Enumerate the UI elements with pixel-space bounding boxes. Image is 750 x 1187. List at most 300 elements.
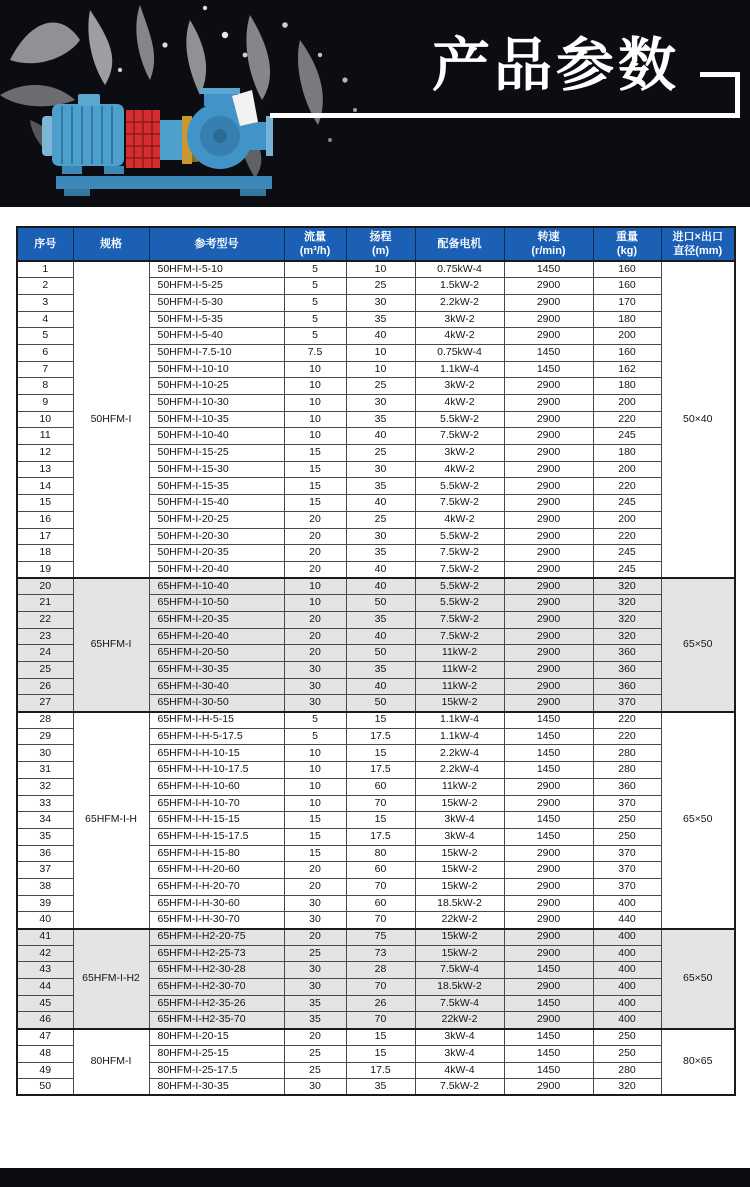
cell-motor: 2.2kW-4 (415, 762, 504, 779)
cell-weight: 400 (593, 895, 661, 912)
cell-index: 2 (17, 278, 73, 295)
cell-model: 50HFM-I-20-30 (149, 528, 284, 545)
cell-index: 8 (17, 378, 73, 395)
cell-weight: 160 (593, 278, 661, 295)
cell-speed: 2900 (504, 411, 593, 428)
cell-index: 13 (17, 461, 73, 478)
cell-index: 35 (17, 828, 73, 845)
cell-flow: 20 (284, 929, 346, 946)
cell-speed: 1450 (504, 962, 593, 979)
cell-speed: 1450 (504, 745, 593, 762)
cell-speed: 1450 (504, 344, 593, 361)
table-row (17, 261, 735, 278)
cell-speed: 2900 (504, 528, 593, 545)
cell-model: 65HFM-I-20-40 (149, 628, 284, 645)
cell-model: 65HFM-I-10-50 (149, 595, 284, 612)
cell-speed: 2900 (504, 695, 593, 712)
cell-weight: 250 (593, 1045, 661, 1062)
cell-index: 10 (17, 411, 73, 428)
cell-weight: 180 (593, 445, 661, 462)
cell-weight: 250 (593, 1029, 661, 1046)
cell-motor: 11kW-2 (415, 778, 504, 795)
cell-weight: 400 (593, 962, 661, 979)
cell-motor: 15kW-2 (415, 845, 504, 862)
cell-motor: 11kW-2 (415, 662, 504, 679)
cell-speed: 2900 (504, 912, 593, 929)
cell-model: 50HFM-I-7.5-10 (149, 344, 284, 361)
cell-head: 35 (346, 545, 415, 562)
cell-model: 50HFM-I-5-30 (149, 294, 284, 311)
cell-model: 65HFM-I-H-15-15 (149, 812, 284, 829)
cell-model: 50HFM-I-15-35 (149, 478, 284, 495)
cell-index: 44 (17, 979, 73, 996)
cell-spec: 65HFM-I-H (73, 712, 149, 929)
cell-motor: 7.5kW-2 (415, 611, 504, 628)
cell-model: 65HFM-I-H-5-15 (149, 712, 284, 729)
cell-motor: 4kW-2 (415, 328, 504, 345)
cell-motor: 1.1kW-4 (415, 361, 504, 378)
cell-weight: 160 (593, 261, 661, 278)
cell-motor: 0.75kW-4 (415, 261, 504, 278)
cell-index: 7 (17, 361, 73, 378)
cell-flow: 30 (284, 695, 346, 712)
cell-motor: 15kW-2 (415, 795, 504, 812)
cell-model: 50HFM-I-20-35 (149, 545, 284, 562)
cell-head: 50 (346, 645, 415, 662)
cell-index: 21 (17, 595, 73, 612)
cell-head: 70 (346, 979, 415, 996)
cell-flow: 10 (284, 795, 346, 812)
cell-index: 49 (17, 1062, 73, 1079)
cell-head: 17.5 (346, 762, 415, 779)
cell-model: 65HFM-I-30-50 (149, 695, 284, 712)
column-header-6: 配备电机 (415, 227, 504, 261)
cell-model: 80HFM-I-25-15 (149, 1045, 284, 1062)
cell-flow: 5 (284, 294, 346, 311)
cell-index: 42 (17, 945, 73, 962)
cell-model: 50HFM-I-5-35 (149, 311, 284, 328)
cell-head: 30 (346, 528, 415, 545)
cell-head: 35 (346, 662, 415, 679)
cell-weight: 245 (593, 428, 661, 445)
cell-weight: 280 (593, 745, 661, 762)
cell-flow: 20 (284, 878, 346, 895)
cell-index: 33 (17, 795, 73, 812)
cell-motor: 7.5kW-4 (415, 995, 504, 1012)
cell-diameter: 50×40 (661, 261, 735, 578)
cell-speed: 2900 (504, 1079, 593, 1096)
cell-speed: 2900 (504, 678, 593, 695)
cell-motor: 3kW-4 (415, 812, 504, 829)
cell-weight: 280 (593, 1062, 661, 1079)
cell-model: 65HFM-I-H2-25-73 (149, 945, 284, 962)
cell-head: 40 (346, 328, 415, 345)
cell-weight: 370 (593, 845, 661, 862)
cell-index: 26 (17, 678, 73, 695)
cell-motor: 4kW-2 (415, 395, 504, 412)
cell-motor: 4kW-2 (415, 511, 504, 528)
cell-weight: 220 (593, 411, 661, 428)
cell-motor: 3kW-2 (415, 311, 504, 328)
cell-head: 10 (346, 361, 415, 378)
cell-spec: 80HFM-I (73, 1029, 149, 1096)
table-row (17, 712, 735, 729)
cell-diameter: 65×50 (661, 578, 735, 712)
cell-diameter: 65×50 (661, 712, 735, 929)
cell-index: 11 (17, 428, 73, 445)
cell-speed: 2900 (504, 278, 593, 295)
cell-weight: 200 (593, 461, 661, 478)
cell-weight: 320 (593, 1079, 661, 1096)
cell-motor: 0.75kW-4 (415, 344, 504, 361)
cell-flow: 30 (284, 662, 346, 679)
cell-flow: 25 (284, 1045, 346, 1062)
cell-flow: 10 (284, 595, 346, 612)
cell-weight: 360 (593, 678, 661, 695)
cell-motor: 7.5kW-2 (415, 628, 504, 645)
cell-speed: 1450 (504, 995, 593, 1012)
cell-flow: 20 (284, 862, 346, 879)
cell-flow: 15 (284, 812, 346, 829)
cell-model: 65HFM-I-H-10-60 (149, 778, 284, 795)
cell-head: 15 (346, 1045, 415, 1062)
cell-weight: 400 (593, 979, 661, 996)
cell-flow: 5 (284, 728, 346, 745)
cell-index: 34 (17, 812, 73, 829)
cell-head: 60 (346, 862, 415, 879)
cell-speed: 2900 (504, 511, 593, 528)
cell-speed: 2900 (504, 662, 593, 679)
cell-index: 28 (17, 712, 73, 729)
cell-model: 65HFM-I-H2-30-70 (149, 979, 284, 996)
cell-flow: 15 (284, 845, 346, 862)
cell-head: 40 (346, 495, 415, 512)
cell-motor: 15kW-2 (415, 878, 504, 895)
cell-speed: 2900 (504, 929, 593, 946)
cell-weight: 320 (593, 578, 661, 595)
cell-flow: 20 (284, 611, 346, 628)
cell-model: 65HFM-I-H-30-60 (149, 895, 284, 912)
cell-flow: 15 (284, 495, 346, 512)
cell-model: 65HFM-I-H-10-15 (149, 745, 284, 762)
cell-speed: 2900 (504, 645, 593, 662)
cell-head: 17.5 (346, 828, 415, 845)
title-underline (270, 113, 740, 118)
cell-index: 15 (17, 495, 73, 512)
cell-index: 1 (17, 261, 73, 278)
cell-flow: 20 (284, 528, 346, 545)
cell-motor: 22kW-2 (415, 1012, 504, 1029)
cell-head: 73 (346, 945, 415, 962)
cell-index: 17 (17, 528, 73, 545)
cell-model: 80HFM-I-20-15 (149, 1029, 284, 1046)
cell-model: 50HFM-I-10-25 (149, 378, 284, 395)
cell-speed: 1450 (504, 361, 593, 378)
cell-motor: 1.5kW-2 (415, 278, 504, 295)
cell-weight: 320 (593, 628, 661, 645)
column-header-2: 规格 (73, 227, 149, 261)
cell-weight: 220 (593, 528, 661, 545)
cell-head: 50 (346, 595, 415, 612)
cell-flow: 10 (284, 395, 346, 412)
cell-index: 50 (17, 1079, 73, 1096)
cell-speed: 2900 (504, 611, 593, 628)
table-row (17, 929, 735, 946)
cell-motor: 5.5kW-2 (415, 578, 504, 595)
cell-weight: 200 (593, 395, 661, 412)
cell-weight: 280 (593, 762, 661, 779)
cell-weight: 245 (593, 561, 661, 578)
cell-model: 50HFM-I-15-30 (149, 461, 284, 478)
cell-model: 50HFM-I-15-25 (149, 445, 284, 462)
cell-model: 80HFM-I-25-17.5 (149, 1062, 284, 1079)
cell-weight: 162 (593, 361, 661, 378)
cell-flow: 10 (284, 378, 346, 395)
cell-motor: 3kW-2 (415, 378, 504, 395)
cell-head: 35 (346, 611, 415, 628)
cell-flow: 20 (284, 561, 346, 578)
cell-index: 3 (17, 294, 73, 311)
cell-motor: 5.5kW-2 (415, 528, 504, 545)
cell-model: 65HFM-I-H2-35-26 (149, 995, 284, 1012)
cell-model: 50HFM-I-5-10 (149, 261, 284, 278)
cell-motor: 3kW-4 (415, 1045, 504, 1062)
cell-weight: 400 (593, 945, 661, 962)
cell-model: 50HFM-I-10-30 (149, 395, 284, 412)
cell-head: 15 (346, 745, 415, 762)
cell-flow: 25 (284, 945, 346, 962)
cell-weight: 200 (593, 328, 661, 345)
cell-motor: 11kW-2 (415, 678, 504, 695)
cell-flow: 10 (284, 762, 346, 779)
cell-index: 22 (17, 611, 73, 628)
cell-head: 30 (346, 461, 415, 478)
cell-flow: 30 (284, 1079, 346, 1096)
cell-flow: 10 (284, 778, 346, 795)
cell-speed: 1450 (504, 1029, 593, 1046)
cell-head: 30 (346, 294, 415, 311)
cell-motor: 7.5kW-2 (415, 1079, 504, 1096)
cell-flow: 15 (284, 478, 346, 495)
cell-weight: 400 (593, 1012, 661, 1029)
cell-model: 80HFM-I-30-35 (149, 1079, 284, 1096)
cell-speed: 2900 (504, 311, 593, 328)
cell-head: 25 (346, 511, 415, 528)
cell-flow: 25 (284, 1062, 346, 1079)
cell-flow: 10 (284, 745, 346, 762)
cell-flow: 30 (284, 912, 346, 929)
cell-head: 17.5 (346, 1062, 415, 1079)
cell-flow: 5 (284, 261, 346, 278)
cell-head: 35 (346, 478, 415, 495)
cell-head: 15 (346, 712, 415, 729)
cell-speed: 2900 (504, 862, 593, 879)
cell-speed: 2900 (504, 294, 593, 311)
cell-flow: 30 (284, 895, 346, 912)
cell-weight: 400 (593, 995, 661, 1012)
cell-index: 24 (17, 645, 73, 662)
cell-head: 70 (346, 912, 415, 929)
cell-index: 38 (17, 878, 73, 895)
cell-speed: 2900 (504, 878, 593, 895)
cell-head: 40 (346, 628, 415, 645)
cell-model: 65HFM-I-30-35 (149, 662, 284, 679)
table-header (17, 227, 735, 261)
cell-motor: 11kW-2 (415, 645, 504, 662)
column-header-7: 转速 (r/min) (504, 227, 593, 261)
cell-motor: 7.5kW-2 (415, 545, 504, 562)
cell-weight: 440 (593, 912, 661, 929)
cell-speed: 1450 (504, 712, 593, 729)
cell-flow: 30 (284, 979, 346, 996)
cell-model: 65HFM-I-30-40 (149, 678, 284, 695)
cell-motor: 2.2kW-4 (415, 745, 504, 762)
cell-motor: 18.5kW-2 (415, 895, 504, 912)
cell-speed: 2900 (504, 561, 593, 578)
cell-flow: 30 (284, 678, 346, 695)
cell-motor: 7.5kW-2 (415, 495, 504, 512)
cell-head: 15 (346, 812, 415, 829)
cell-motor: 3kW-4 (415, 828, 504, 845)
cell-index: 32 (17, 778, 73, 795)
cell-head: 70 (346, 1012, 415, 1029)
cell-index: 6 (17, 344, 73, 361)
cell-weight: 180 (593, 311, 661, 328)
cell-head: 30 (346, 395, 415, 412)
column-header-5: 扬程 (m) (346, 227, 415, 261)
cell-head: 15 (346, 1029, 415, 1046)
cell-index: 30 (17, 745, 73, 762)
cell-head: 25 (346, 445, 415, 462)
cell-weight: 370 (593, 795, 661, 812)
cell-index: 41 (17, 929, 73, 946)
cell-head: 10 (346, 261, 415, 278)
table-row (17, 1029, 735, 1046)
cell-flow: 15 (284, 461, 346, 478)
cell-weight: 250 (593, 828, 661, 845)
cell-flow: 5 (284, 311, 346, 328)
banner-title: 产品参数 (432, 31, 681, 99)
cell-motor: 1.1kW-4 (415, 728, 504, 745)
cell-flow: 5 (284, 278, 346, 295)
cell-speed: 1450 (504, 261, 593, 278)
cell-speed: 2900 (504, 1012, 593, 1029)
cell-weight: 320 (593, 611, 661, 628)
cell-weight: 370 (593, 862, 661, 879)
cell-head: 25 (346, 278, 415, 295)
cell-speed: 2900 (504, 578, 593, 595)
cell-motor: 1.1kW-4 (415, 712, 504, 729)
parameters-table (16, 226, 736, 1096)
cell-flow: 35 (284, 995, 346, 1012)
title-bracket-horizontal (700, 72, 740, 77)
column-header-9: 进口×出口 直径(mm) (661, 227, 735, 261)
cell-speed: 2900 (504, 461, 593, 478)
cell-weight: 400 (593, 929, 661, 946)
cell-motor: 15kW-2 (415, 862, 504, 879)
cell-index: 14 (17, 478, 73, 495)
cell-index: 23 (17, 628, 73, 645)
cell-model: 65HFM-I-H-20-60 (149, 862, 284, 879)
cell-head: 40 (346, 578, 415, 595)
cell-index: 18 (17, 545, 73, 562)
cell-model: 65HFM-I-H-15-80 (149, 845, 284, 862)
cell-head: 75 (346, 929, 415, 946)
cell-index: 43 (17, 962, 73, 979)
cell-speed: 1450 (504, 1062, 593, 1079)
cell-flow: 20 (284, 511, 346, 528)
cell-model: 65HFM-I-H-10-17.5 (149, 762, 284, 779)
cell-motor: 4kW-4 (415, 1062, 504, 1079)
cell-flow: 5 (284, 328, 346, 345)
cell-spec: 65HFM-I (73, 578, 149, 712)
cell-head: 35 (346, 1079, 415, 1096)
cell-model: 50HFM-I-5-40 (149, 328, 284, 345)
cell-motor: 15kW-2 (415, 945, 504, 962)
cell-spec: 65HFM-I-H2 (73, 929, 149, 1029)
cell-speed: 2900 (504, 945, 593, 962)
cell-flow: 15 (284, 445, 346, 462)
cell-motor: 7.5kW-4 (415, 962, 504, 979)
cell-weight: 370 (593, 695, 661, 712)
cell-model: 65HFM-I-20-35 (149, 611, 284, 628)
cell-speed: 2900 (504, 795, 593, 812)
cell-weight: 160 (593, 344, 661, 361)
cell-weight: 360 (593, 778, 661, 795)
cell-motor: 7.5kW-2 (415, 428, 504, 445)
cell-spec: 50HFM-I (73, 261, 149, 578)
cell-model: 50HFM-I-20-25 (149, 511, 284, 528)
cell-model: 50HFM-I-10-10 (149, 361, 284, 378)
cell-speed: 2900 (504, 478, 593, 495)
cell-motor: 3kW-2 (415, 445, 504, 462)
cell-flow: 20 (284, 628, 346, 645)
cell-index: 31 (17, 762, 73, 779)
title-bracket-vertical (735, 72, 740, 118)
cell-head: 40 (346, 561, 415, 578)
cell-head: 25 (346, 378, 415, 395)
cell-index: 40 (17, 912, 73, 929)
cell-head: 40 (346, 428, 415, 445)
cell-motor: 4kW-2 (415, 461, 504, 478)
cell-speed: 2900 (504, 395, 593, 412)
cell-model: 65HFM-I-H-5-17.5 (149, 728, 284, 745)
cell-head: 10 (346, 344, 415, 361)
cell-motor: 7.5kW-2 (415, 561, 504, 578)
footer-strip (0, 1168, 750, 1187)
cell-motor: 5.5kW-2 (415, 595, 504, 612)
cell-speed: 1450 (504, 828, 593, 845)
cell-index: 45 (17, 995, 73, 1012)
cell-speed: 2900 (504, 428, 593, 445)
cell-model: 50HFM-I-10-35 (149, 411, 284, 428)
table-row (17, 578, 735, 595)
cell-motor: 15kW-2 (415, 695, 504, 712)
cell-head: 70 (346, 878, 415, 895)
column-header-3: 参考型号 (149, 227, 284, 261)
cell-flow: 7.5 (284, 344, 346, 361)
cell-model: 50HFM-I-10-40 (149, 428, 284, 445)
cell-model: 65HFM-I-H-10-70 (149, 795, 284, 812)
cell-speed: 2900 (504, 979, 593, 996)
cell-model: 50HFM-I-5-25 (149, 278, 284, 295)
cell-head: 35 (346, 311, 415, 328)
cell-motor: 22kW-2 (415, 912, 504, 929)
banner (0, 0, 750, 207)
cell-diameter: 65×50 (661, 929, 735, 1029)
column-header-4: 流量 (m³/h) (284, 227, 346, 261)
cell-weight: 180 (593, 378, 661, 395)
